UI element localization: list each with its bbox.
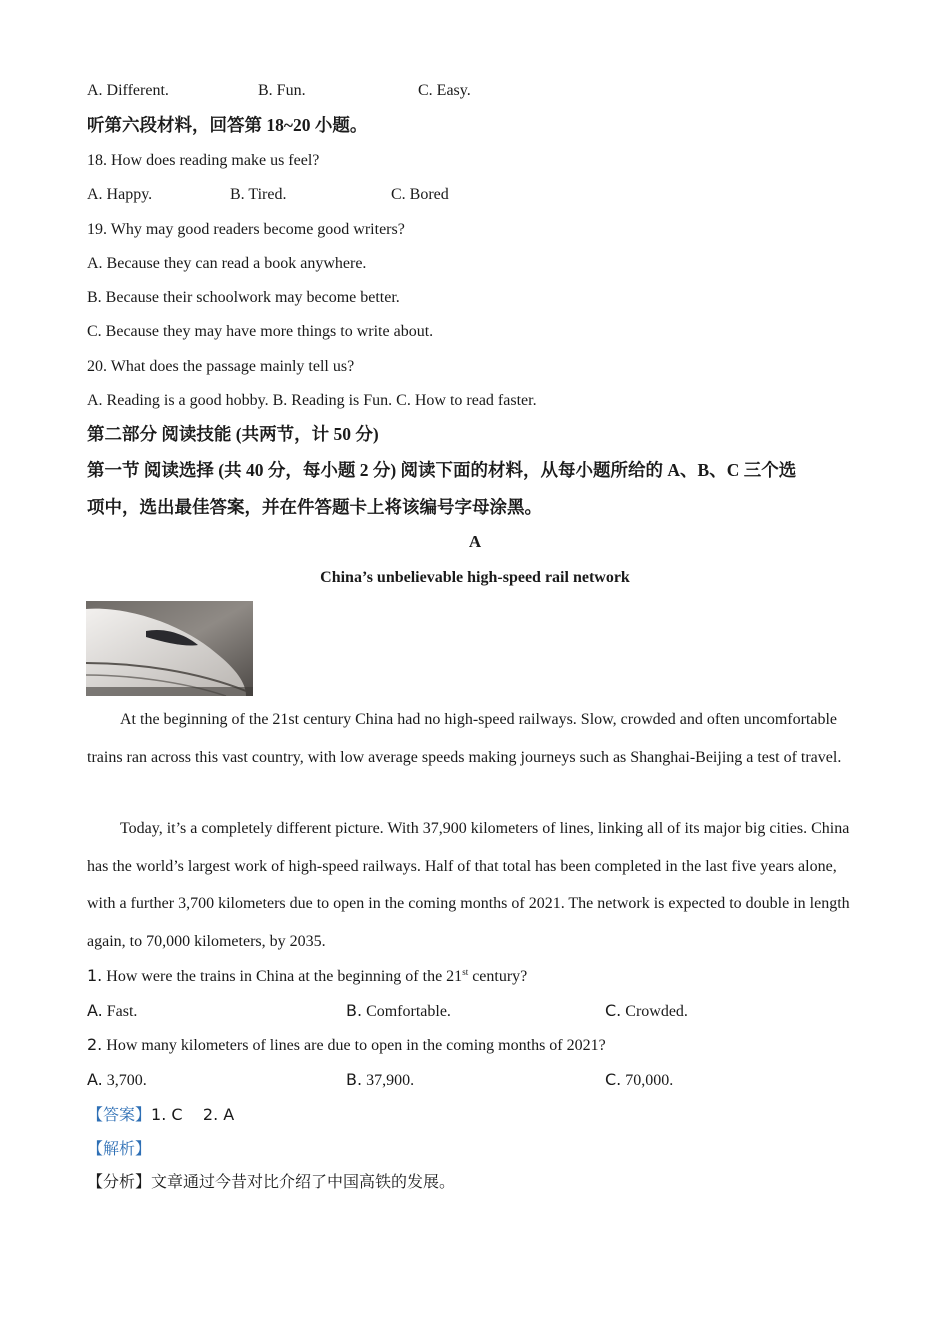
q19-option-c: C. Because they may have more things to write about. — [87, 323, 434, 340]
q1-option-c — [605, 1001, 688, 1022]
answer-line — [87, 1105, 234, 1126]
q2-option-a — [87, 1070, 147, 1091]
q1-superscript: st — [462, 967, 469, 977]
q20-question: 20. What does the passage mainly tell us? — [87, 358, 355, 375]
q2-option-b-letter: B. — [346, 1070, 363, 1089]
passage-letter: A — [468, 532, 482, 551]
answer-label: 【答案】 — [87, 1107, 152, 1124]
passage-paragraph-2: Today, it’s a completely different picture. With 37,900 kilometers of lines, linking all of its major big cities. China has the world’s largest work of high-speed railways. Half of that total has been completed in the last five years alone, with a further 3,700 kilometers due to open in the coming months of 2021. The network is expected to double in length again, to 70,000 kilometers, by 2035. — [87, 820, 850, 950]
q2-option-b — [346, 1070, 414, 1091]
listening-heading: 听第六段材料，回答第 18~20 小题。 — [87, 115, 368, 135]
q1-text-before: How were the trains in China at the beginning of the 21 — [106, 968, 463, 985]
q2-option-a-letter: A. — [87, 1070, 103, 1089]
q1-option-c-letter: C. — [605, 1001, 622, 1020]
q19-option-b: B. Because their schoolwork may become better. — [87, 289, 400, 306]
q2-text: How many kilometers of lines are due to open in the coming months of 2021? — [106, 1037, 606, 1054]
fenxi-line — [87, 1173, 455, 1193]
q1-option-a-letter: A. — [87, 1001, 103, 1020]
q1-option-b-letter: B. — [346, 1001, 363, 1020]
fenxi-label: 【分析】 — [87, 1174, 152, 1191]
q2-option-b-text: 37,900. — [366, 1072, 415, 1089]
q1-option-a-text: Fast. — [106, 1003, 138, 1020]
q1-text-after: century? — [468, 968, 528, 985]
answer-value: 1. C 2. A — [151, 1105, 235, 1124]
passage-title: China’s unbelievable high-speed rail network — [320, 569, 630, 586]
q1-option-a — [87, 1001, 137, 1022]
q2-question — [87, 1035, 606, 1056]
passage-paragraph-1: At the beginning of the 21st century China had no high-speed railways. Slow, crowded and often uncomfortable trains ran across this vast country, with low average speeds making journeys such as Shanghai-Beijing a test of travel. — [87, 711, 842, 766]
q18-question: 18. How does reading make us feel? — [87, 152, 320, 169]
q19-question: 19. Why may good readers become good writers? — [87, 221, 405, 238]
q1-option-c-text: Crowded. — [625, 1003, 688, 1020]
analysis-label: 【解析】 — [87, 1141, 152, 1158]
q18-option-b: B. Tired. — [230, 186, 287, 203]
q2-option-c-letter: C. — [605, 1070, 622, 1089]
q1-question — [87, 966, 527, 987]
q2-option-c-text: 70,000. — [625, 1072, 674, 1089]
q18-option-c: C. Bored — [391, 186, 449, 203]
q19-option-a: A. Because they can read a book anywhere. — [87, 255, 367, 272]
section1-heading-line2: 项中，选出最佳答案，并在件答题卡上将该编号字母涂黑。 — [87, 497, 542, 517]
q1-option-b — [346, 1001, 451, 1022]
q20-options: A. Reading is a good hobby. B. Reading is Fun. C. How to read faster. — [87, 392, 537, 409]
q2-number: 2. — [87, 1035, 103, 1054]
q2-option-c — [605, 1070, 673, 1091]
q17-option-a: A. Different. — [87, 82, 169, 99]
q1-number: 1. — [87, 966, 103, 985]
part2-heading: 第二部分 阅读技能 (共两节，计 50 分) — [87, 424, 379, 444]
section1-heading-line1: 第一节 阅读选择 (共 40 分，每小题 2 分) 阅读下面的材料，从每小题所给的 A、B、C 三个选 — [87, 460, 797, 480]
q2-option-a-text: 3,700. — [106, 1072, 147, 1089]
q18-option-a: A. Happy. — [87, 186, 153, 203]
q1-option-b-text: Comfortable. — [366, 1003, 451, 1020]
q17-option-c: C. Easy. — [418, 82, 471, 99]
train-photo — [86, 601, 253, 696]
fenxi-text: 文章通过今昔对比介绍了中国高铁的发展。 — [151, 1174, 456, 1191]
q17-option-b: B. Fun. — [258, 82, 306, 99]
